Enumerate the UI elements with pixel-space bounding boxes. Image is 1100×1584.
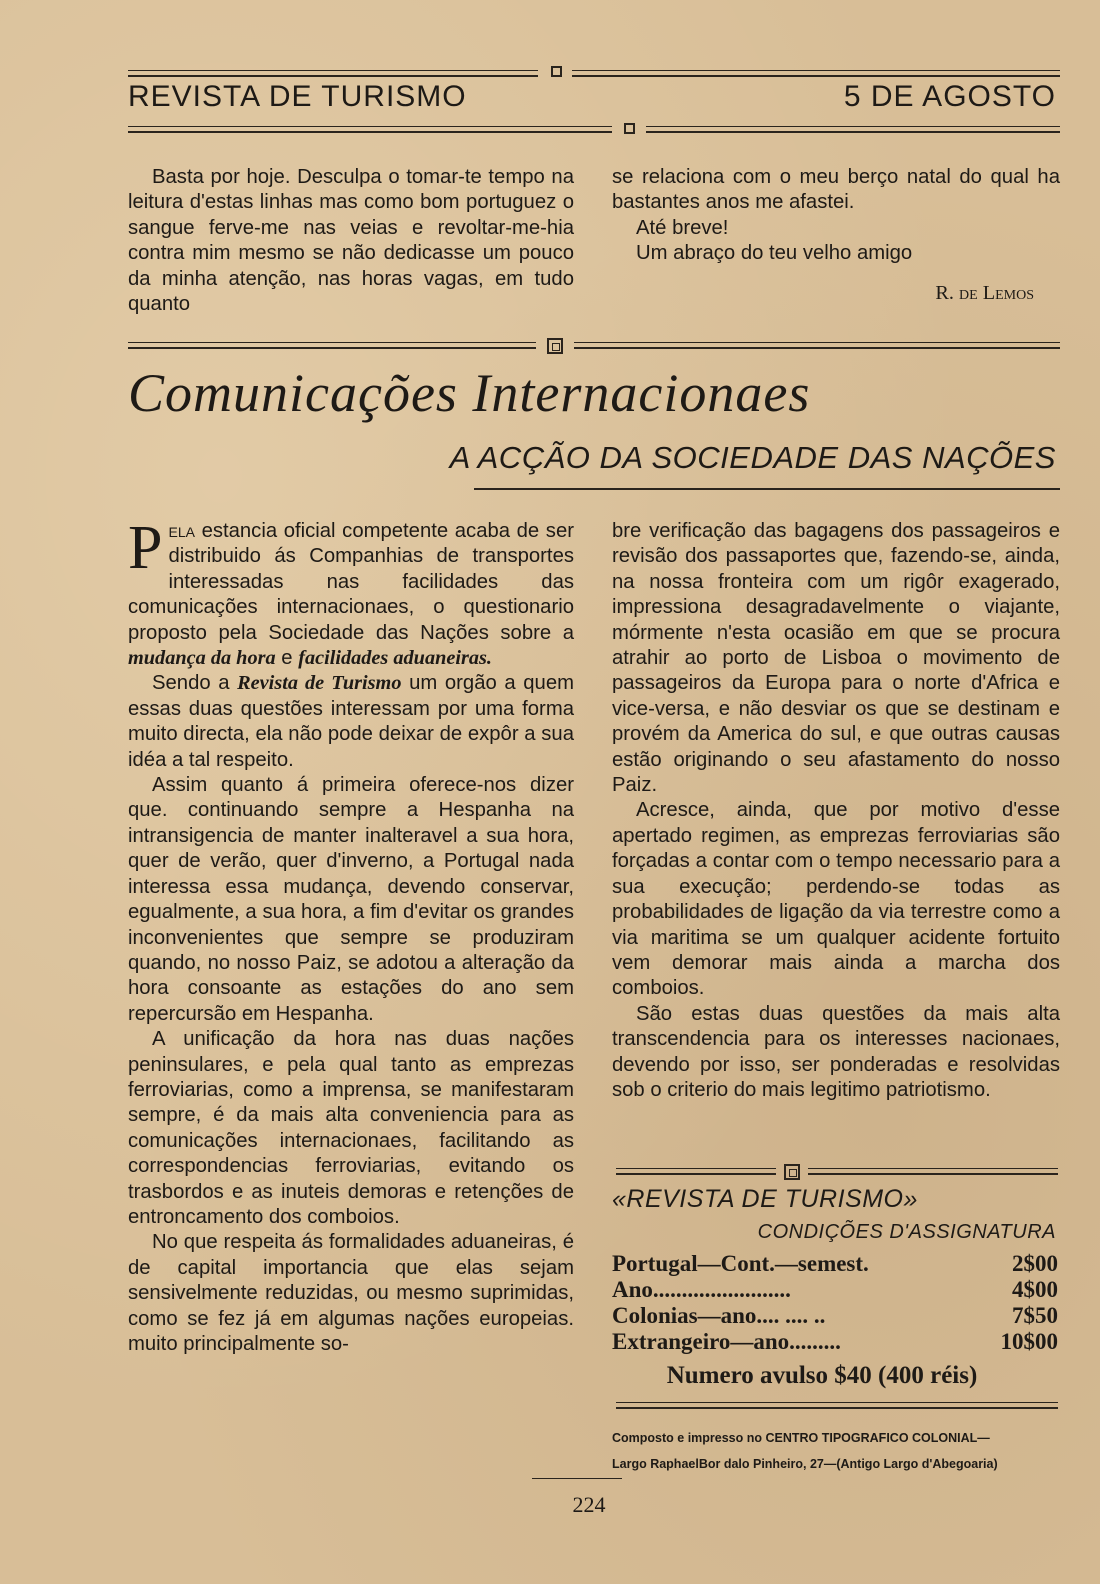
letter-column-right (612, 165, 1060, 306)
subscription-title: «REVISTA DE TURISMO» (612, 1185, 918, 1213)
page-number: 224 (572, 1492, 606, 1517)
article-paragraph-6: bre verificação das bagagens dos passageiros e revisão dos passaportes que, fazendo-se, ainda, na nossa fronteira com um rigôr exagerado, impressiona desagradavelmente o viajante, mórmente n'esta ocasião em que se procura atrahir ao porto de Lisboa o movimento de passageiros da Europa para o norte d'Africa e vice-versa, e não desviar os que se destinam e provém da America do sul, e que outras causas estão originando o seu afastamento do nosso Paiz. (612, 520, 1060, 797)
article-title: Comunicações Internacionaes (128, 363, 811, 423)
running-title: REVISTA DE TURISMO (128, 80, 467, 113)
running-date: 5 DE AGOSTO (843, 80, 1056, 113)
section-rule-left (128, 342, 536, 349)
emphasis-time-change: mudança da hora (128, 647, 276, 670)
article-paragraph-1: Pela estancia oficial competente acaba de ser distribuido ás Companhias de transportes interessadas nas facilidades das comunicações internacionaes, o questionario proposto pela Sociedade das Nações sobre a mudança da hora e facilidades aduaneiras. (128, 514, 574, 670)
price-row (612, 1329, 1058, 1355)
letter-closing: Até breve! (636, 216, 729, 239)
price-label: Ano........................ (612, 1277, 791, 1302)
price-value: 2$00 (1012, 1251, 1058, 1276)
price-label: Colonias—ano.... .... .. (612, 1303, 826, 1328)
subscription-rule-left (616, 1168, 776, 1175)
article-subtitle: A ACÇÃO DA SOCIEDADE DAS NAÇÕES (449, 440, 1056, 475)
price-row (612, 1303, 1058, 1329)
letter-paragraph: Basta por hoje. Desculpa o tomar-te tempo na leitura d'estas linhas mas como bom portuguez o sangue ferve-me nas veias e revoltar-me-hia contra mim mesmo se não dedicasse um pouco da minha atenção, nas horas vagas, em tudo quanto (128, 166, 574, 316)
lead-in: ela (168, 520, 195, 542)
letter-column-left (128, 165, 574, 317)
price-label: Portugal—Cont.—semest. (612, 1251, 869, 1276)
letter-paragraph-end: se relaciona com o meu berço natal do qual ha bastantes anos me afastei. (612, 166, 1060, 214)
article-paragraph-5: No que respeita ás formalidades aduaneiras, é de capital importancia que elas sejam sensivelmente reduzidas, ou mesmo suprimidas, como se fez já em algumas nações europeias. muito principalmente so- (128, 1231, 574, 1355)
price-label: Extrangeiro—ano......... (612, 1329, 841, 1354)
price-row (612, 1277, 1058, 1303)
printer-line-1: Composto e impresso no CENTRO TIPOGRAFICO COLONIAL— (612, 1431, 990, 1445)
article-column-right (612, 519, 1060, 1103)
printer-line-2: Largo RaphaelBor dalo Pinheiro, 27—(Antigo Largo d'Abegoaria) (612, 1457, 998, 1471)
single-issue-price: Numero avulso $40 (400 réis) (666, 1362, 978, 1389)
emphasis-customs: facilidades aduaneiras. (298, 647, 493, 670)
drop-cap: P (128, 514, 163, 582)
header-rule-bottom-left (128, 126, 612, 133)
footer-rule (532, 1478, 622, 1479)
emphasis-magazine-name: Revista de Turismo (237, 672, 402, 695)
section-ornament (547, 338, 563, 354)
price-value: 10$00 (1000, 1329, 1058, 1354)
article-paragraph-8: São estas duas questões da mais alta transcendencia para os interesses nacionaes, devendo por isso, ser ponderadas e resolvidas sob o criterio do mais legitimo patriotismo. (612, 1002, 1060, 1101)
price-row (612, 1251, 1058, 1277)
price-value: 7$50 (1012, 1303, 1058, 1328)
article-paragraph-7: Acresce, ainda, que por motivo d'esse apertado regimen, as emprezas ferroviarias são forçadas a contar com o tempo necessario para a sua execução; perdendo-se todas as probabilidades de ligação da via terrestre como a via maritima se um qualquer acidente fortuito vem demorar mais ainda a marcha dos comboios. (612, 799, 1060, 1000)
section-rule-right (574, 342, 1060, 349)
header-rule-top-left (128, 70, 538, 77)
printer-rule (616, 1402, 1058, 1409)
subscription-ornament (784, 1164, 800, 1180)
subscription-rule-right (808, 1168, 1058, 1175)
article-paragraph-2: Sendo a Revista de Turismo um orgão a quem essas duas questões interessam por uma forma muito directa, ela não pode deixar de expôr a sua idéa a tal respeito. (128, 672, 574, 771)
subtitle-underline (474, 488, 1060, 490)
header-ornament-top (551, 66, 562, 77)
subscription-subtitle: CONDIÇÕES D'ASSIGNATURA (757, 1221, 1056, 1243)
letter-closing-2: Um abraço do teu velho amigo (636, 242, 913, 265)
letter-signature: R. de Lemos (935, 281, 1034, 304)
article-column-left (128, 514, 574, 1357)
price-value: 4$00 (1012, 1277, 1058, 1302)
header-rule-bottom-right (646, 126, 1060, 133)
header-ornament-bottom (624, 123, 635, 134)
article-paragraph-4: A unificação da hora nas duas nações peninsulares, e pela qual tanto as emprezas ferroviarias, como a imprensa, se manifestaram sempre, é da mais alta conveniencia para as comunicações internacionaes, facilitando as correspondencias ferroviarias, evitando os trasbordos e as inuteis demoras e retenções de entroncamento dos comboios. (128, 1028, 574, 1228)
header-rule-top-right (572, 70, 1060, 77)
article-paragraph-3: Assim quanto á primeira oferece-nos dizer que. continuando sempre a Hespanha na intransigencia de manter inalteravel a sua hora, quer de verão, quer d'inverno, a Portugal nada interessa essa mudança, devendo conservar, egualmente, a sua hora, a fim d'evitar os grandes inconvenientes que sempre se produziram quando, no nosso Paiz, se adotou a alteração da hora consoante as estações do ano sem repercursão em Hespanha. (128, 774, 574, 1025)
